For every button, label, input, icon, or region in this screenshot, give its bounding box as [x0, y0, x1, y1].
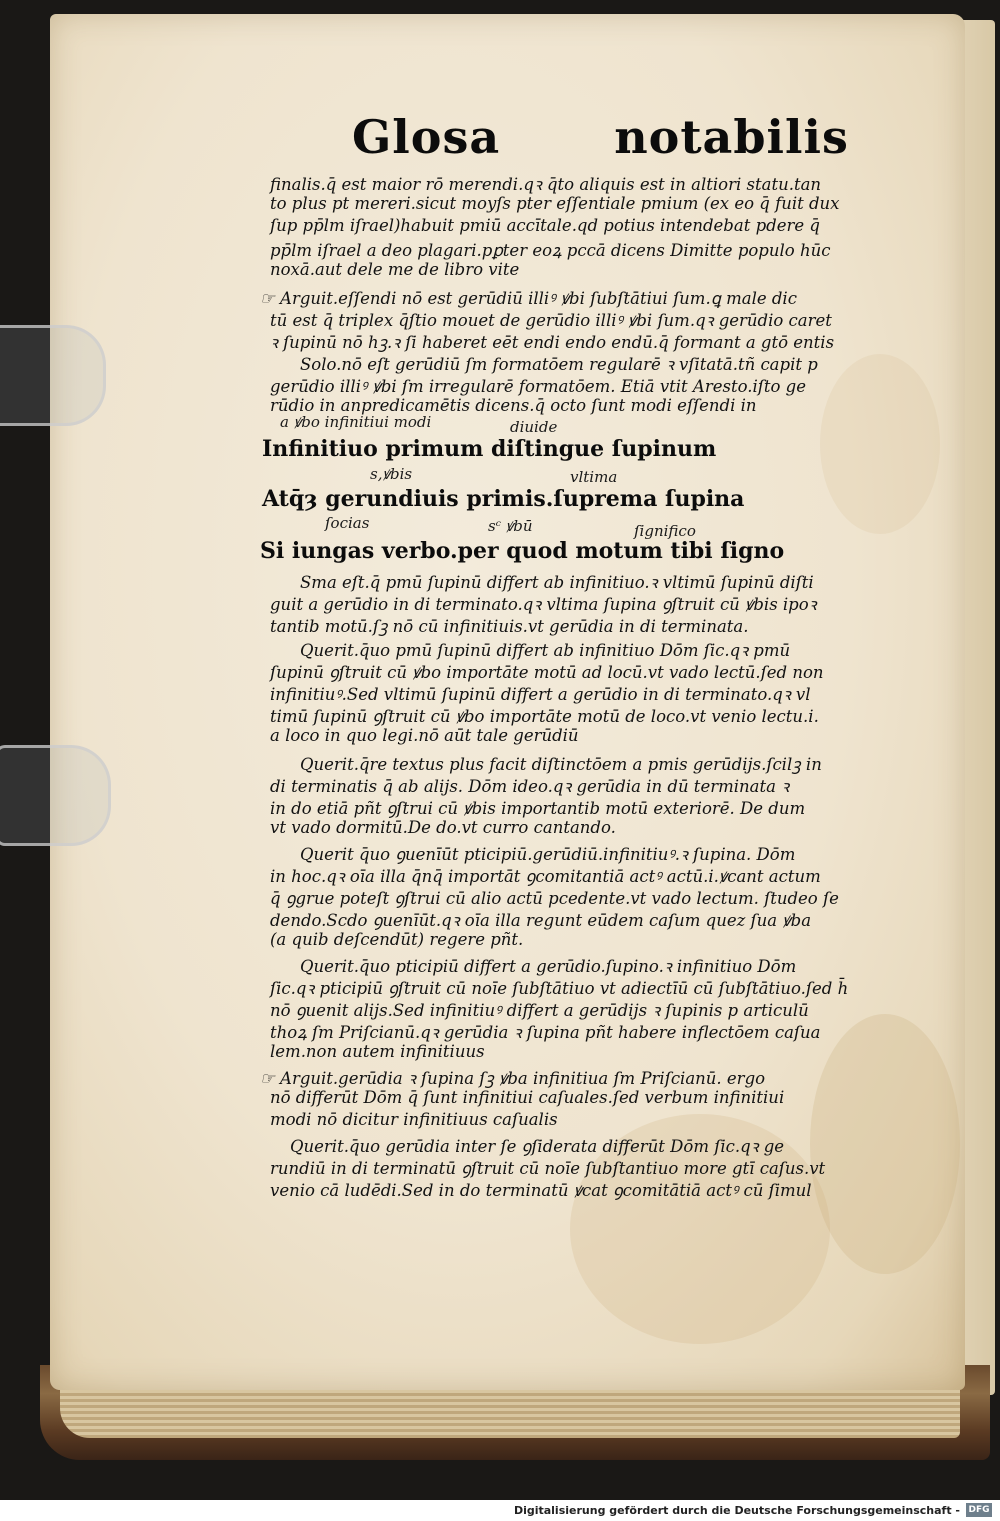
interlinear-gloss: sᶜ ꝟbū	[488, 517, 533, 535]
text-line: nō ꝯuenit alijs.Sed infinitiuꝰ differt a gerūdijs ꝛ ſupinis p articulū	[270, 1001, 809, 1020]
text-line: to plus pt mereri.sicut moyſs pter eſſentiale pmium (ex eo q̄ fuit dux	[270, 194, 840, 213]
text-line: Querit.q̄uo pmū ſupinū differt ab infinitiuo Dōm ſic.qꝛ pmū	[300, 641, 791, 660]
text-line: di terminatis q̄ ab alijs. Dōm ideo.qꝛ gerūdia in dū terminata ꝛ	[270, 777, 790, 796]
text-line: Querit q̄uo ꝯuenīūt pticipiū.gerūdiū.infinitiuꝰ.ꝛ ſupina. Dōm	[300, 845, 796, 864]
text-line: thoꝝ ſm Priſcianū.qꝛ gerūdia ꝛ ſupina pñt habere inflectōem caſua	[270, 1023, 821, 1042]
interlinear-gloss: ſignifico	[634, 522, 696, 540]
text-line: tū est q̄ triplex q̄ſtio mouet de gerūdio illiꝰ ꝟbi ſum.qꝛ gerūdio caret	[270, 311, 832, 330]
text-line: modi nō dicitur infinitiuus caſualis	[270, 1110, 558, 1129]
interlinear-gloss: ſocias	[325, 514, 370, 532]
text-line: ☞ Arguit.gerūdia ꝛ ſupina ſꝫ ꝟba infinitiua ſm Priſcianū. ergo	[260, 1069, 766, 1088]
verse-line: Atq̄ȝ gerundiuis primis.ſuprema ſupina	[262, 486, 745, 512]
text-line: ꝛ ſupinū nō hꝫ.ꝛ ſi haberet eēt endi endo endū.q̄ formant a gtō entis	[270, 333, 835, 352]
text-line: rūdio in anpredicamētis dicens.q̄ octo ſunt modi eſſendi in	[270, 396, 757, 415]
text-line: ſupinū ꝯſtruit cū ꝟbo importāte motū ad locū.vt vado lectū.ſed non	[270, 663, 824, 682]
page-headline	[352, 110, 849, 164]
text-line: timū ſupinū ꝯſtruit cū ꝟbo importāte motū de loco.vt venio lectu.i.	[270, 707, 819, 726]
water-stain	[820, 354, 940, 534]
text-line: tantib motū.ſꝫ nō cū infinitiuis.vt gerūdia in di terminata.	[270, 617, 749, 636]
verse-line: Infinitiuo primum diſtingue ſupinum	[262, 436, 717, 462]
text-line: Solo.nō eſt gerūdiū ſm formatōem regularē ꝛ vſitatā.tñ capit p	[300, 355, 818, 374]
interlinear-gloss: diuide	[510, 418, 558, 436]
text-line: ſic.qꝛ pticipiū ꝯſtruit cū noīe ſubſtātiuo vt adiectīū cū ſubſtātiuo.ſed h̄	[270, 979, 849, 998]
text-line: guit a gerūdio in di terminato.qꝛ vltima ſupina ꝯſtruit cū ꝟbis ipoꝛ	[270, 595, 817, 614]
text-line: Querit.q̄uo pticipiū differt a gerūdio.ſupino.ꝛ infinitiuo Dōm	[300, 957, 797, 976]
text-line: ☞ Arguit.eſſendi nō est gerūdiū illiꝰ ꝟbi ſubſtātiui ſum.ꝗ male dic	[260, 289, 797, 308]
text-line: noxā.aut dele me de libro vite	[270, 260, 520, 279]
footer-bar	[0, 1500, 1000, 1521]
page-clip	[0, 325, 106, 426]
text-line: dendo.Scdo ꝯuenīūt.qꝛ oīa illa regunt eūdem caſum quez ſua ꝟba	[270, 911, 812, 930]
text-line: pp̄lm iſrael a deo plagari.pꝑter eoꝝ pccā dicens Dimitte populo hūc	[270, 241, 831, 260]
funding-credit: Digitalisierung gefördert durch die Deutsche Forschungsgemeinschaft -	[513, 1504, 960, 1517]
text-line: ſup pp̄lm iſrael)habuit pmiū accītale.qd potius intendebat pdere q̄	[270, 216, 820, 235]
text-line: in do etiā pñt ꝯſtrui cū ꝟbis importantib motū exteriorē. De dum	[270, 799, 806, 818]
page-clip	[0, 745, 111, 846]
verse-line: Si iungas verbo.per quod motum tibi ſigno	[260, 538, 785, 564]
text-line: venio cā ludēdi.Sed in do terminatū ꝟcat ꝯcomitātiā actꝰ cū ſimul	[270, 1181, 812, 1200]
text-line: (a quib deſcendūt) regere pñt.	[270, 930, 524, 949]
water-stain	[810, 1014, 960, 1274]
text-line: finalis.q̄ est maior rō merendi.qꝛ q̄to aliquis est in altiori statu.tan	[270, 175, 822, 194]
interlinear-gloss: a ꝟbo infinitiui modi	[280, 413, 432, 431]
text-line: Querit.q̄re textus plus facit diſtinctōem a pmis gerūdijs.ſcilꝫ in	[300, 755, 822, 774]
text-line: vt vado dormitū.De do.vt curro cantando.	[270, 818, 616, 837]
text-line: Sma eſt.q̄ pmū ſupinū differt ab infinitiuo.ꝛ vltimū ſupinū diſti	[300, 573, 814, 592]
text-line: a loco in quo legi.nō aūt tale gerūdiū	[270, 726, 579, 745]
headline-word: Glosa	[352, 110, 501, 164]
headline-word: notabilis	[614, 110, 849, 164]
text-line: infinitiuꝰ.Sed vltimū ſupinū differt a gerūdio in di terminato.qꝛ vl	[270, 685, 811, 704]
text-line: gerūdio illiꝰ ꝟbi ſm irregularē formatōem. Etiā vtit Aresto.iſto ge	[270, 377, 807, 396]
interlinear-gloss: vltima	[570, 468, 618, 486]
text-line: nō differūt Dōm q̄ ſunt infinitiui caſuales.ſed verbum infinitiui	[270, 1088, 785, 1107]
text-line: lem.non autem infinitiuus	[270, 1042, 485, 1061]
text-line: Querit.q̄uo gerūdia inter ſe ꝯſiderata differūt Dōm ſic.qꝛ ge	[290, 1137, 785, 1156]
dfg-logo: DFG	[966, 1503, 992, 1517]
interlinear-gloss: s,ꝟbis	[370, 465, 413, 483]
text-line: rundiū in di terminatū ꝯſtruit cū noīe ſubſtantiuo more gtī caſus.vt	[270, 1159, 826, 1178]
text-line: in hoc.qꝛ oīa illa q̄nq̄ importāt ꝯcomitantiā actꝰ actū.i.ꝟcant actum	[270, 867, 821, 886]
text-line: q̄ ꝯgrue poteſt ꝯſtrui cū alio actū pcedente.vt vado lectum. ſtudeo ſe	[270, 889, 839, 908]
